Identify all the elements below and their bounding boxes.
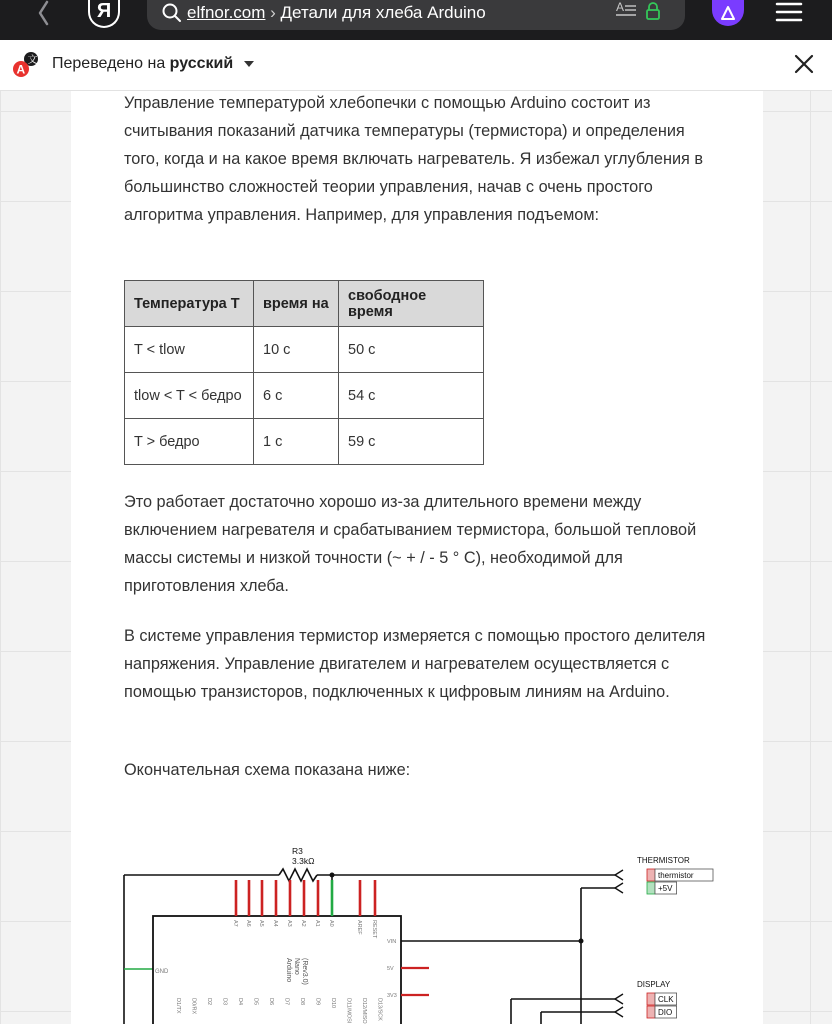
thermistor-pin-label: +5V [658,884,673,893]
table-cell: T > бедро [125,419,254,465]
translation-prefix: Переведено на [52,55,170,72]
translation-language: русский [169,55,234,72]
caret-down-icon [244,61,254,67]
pin-label-d12-miso: D12/MISO [361,998,367,1024]
yandex-logo-icon: Я [96,0,112,22]
article-content [71,91,763,1024]
pin-label-3v3: 3V3 [387,993,397,999]
back-button[interactable] [30,0,60,28]
table-cell: 50 с [339,327,484,373]
translate-icon[interactable] [12,50,40,80]
control-table [124,280,484,465]
thermistor-pin-marker [647,882,655,894]
thermistor-title-label: THERMISTOR [637,856,690,865]
url-separator: › [265,3,281,22]
pin-label-d7: D7 [283,998,290,1006]
pin-label-d8: D8 [299,998,305,1006]
pin-label-d3: D3 [221,998,228,1006]
menu-button[interactable] [775,2,803,27]
table-cell: T < tlow [125,327,254,373]
pin-label-d13-sck: D13/SCK [376,998,383,1021]
pin-label-d11-mosi: D11/MOSI [345,998,352,1024]
table-cell: 54 с [339,373,484,419]
pin-label-reset: RESET [371,920,377,939]
display-pin-label: DIO [658,1008,673,1017]
table-header-row [125,281,484,327]
thermistor-pin-marker [647,869,655,881]
pin-label-a6: A6 [245,920,251,927]
table-row [125,373,484,419]
pin-label-d2: D2 [206,998,212,1006]
pin-label-vin: VIN [387,939,397,945]
lock-icon [645,2,661,20]
pin-label-a7: A7 [232,920,238,927]
pin-label-a1: A1 [314,920,320,927]
display-pin-marker [647,993,655,1005]
pin-label-d4: D4 [237,998,243,1006]
pin-label-d0-rx: D0/RX [190,998,197,1015]
pin-label-d1-tx: D1/TX [175,998,181,1014]
table-cell: 59 с [339,419,484,465]
gnd-pin-label: GND [155,969,169,975]
resistor-name-label: R3 [292,846,303,856]
resistor-value-label: 3.3kΩ [292,856,315,866]
chevron-left-icon [30,0,60,28]
board-name-line-2: Nano [293,958,300,975]
pin-label-d5: D5 [252,998,259,1006]
search-icon [161,2,183,24]
circuit-schematic [111,830,723,1024]
svg-text:A: A [16,62,26,77]
url-page-title: Детали для хлеба Arduino [280,3,486,22]
display-pin-marker [647,1006,655,1018]
arduino-right-pins [387,939,429,999]
translation-bar [0,40,832,91]
article-paragraph-4: Окончательная схема показана ниже: [124,761,411,779]
pin-label-d9: D9 [314,998,321,1006]
pin-label-a5: A5 [258,920,264,927]
alice-assistant-button[interactable] [712,0,744,26]
translation-language-selector[interactable] [52,55,254,73]
pin-label-a4: A4 [272,920,278,927]
arduino-bottom-pins [175,998,383,1024]
table-cell: 1 с [254,419,339,465]
pin-label-d6: D6 [268,998,274,1006]
close-icon[interactable] [794,54,814,74]
table-cell: tlow < T < бедро [125,373,254,419]
table-row [125,327,484,373]
table-cell: 10 с [254,327,339,373]
article-paragraph-3: В системе управления термистор измеряется с помощью простого делителя напряжения. Управление двигателем и нагревателем осуществляется с помощью транзисторов, подключенных к цифровым линиям на Arduino. [124,627,706,701]
pin-label-a2: A2 [300,920,306,927]
reader-mode-label: A [616,0,625,14]
board-name-line-3: (Rev3.0) [301,958,308,985]
url-domain: elfnor.com [187,3,266,22]
table-header-cell: время на [254,281,339,327]
browser-toolbar [0,0,832,40]
display-title-label: DISPLAY [637,980,671,989]
pin-label-5v: 5V [387,966,394,972]
article-paragraph-2: Это работает достаточно хорошо из-за длительного времени между включением нагревателя и срабатыванием термистора, большой тепловой массы системы и низкой точности (~ + / - 5 ° C), необходимой для приготовления хлеба. [124,493,697,595]
pin-label-a3: A3 [286,920,292,927]
table-cell: 6 с [254,373,339,419]
table-header-cell: Температура T [125,281,254,327]
arduino-top-pins [232,880,377,939]
board-name-line-1: Arduino [285,958,292,983]
pin-label-d10: D10 [330,998,336,1009]
display-pin-label: CLK [658,995,674,1004]
table-row [125,419,484,465]
url-text [187,3,486,23]
address-bar[interactable] [147,0,685,30]
article-paragraph-1: Управление температурой хлебопечки с помощью Arduino состоит из считывания показаний датчика температуры (термистора) и определения того, когда и на какое время включать нагреватель. Я избежал углубления в большинство сложностей теории управления, начав с очень простого алгоритма управления. Например, для управления подъемом: [124,94,704,224]
thermistor-pin-label: thermistor [658,871,694,880]
hamburger-menu-icon [775,2,803,22]
reader-mode-icon[interactable] [616,0,638,25]
connector-pins [647,869,713,1018]
yandex-button[interactable] [88,0,120,28]
pin-label-a0: A0 [328,920,334,927]
svg-text:文: 文 [27,55,38,66]
alice-icon [721,6,735,20]
table-header-cell: свободное время [339,281,484,327]
pin-label-aref: AREF [356,920,362,935]
